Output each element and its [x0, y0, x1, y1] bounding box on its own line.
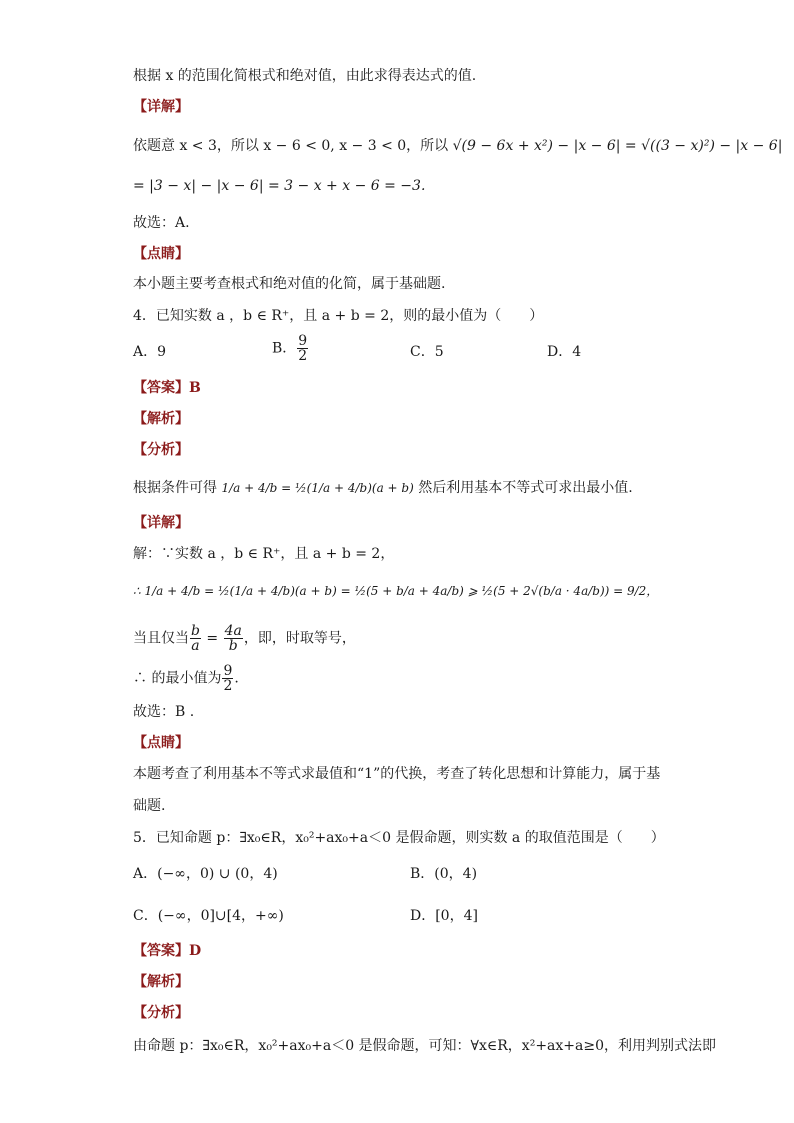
- text-line: 解：∵实数 a ，b ∈ R⁺，且 a + b = 2，: [133, 546, 395, 562]
- section-heading-detail: 【详解】: [133, 99, 189, 115]
- text-segment: ∴ 的最小值为: [133, 670, 222, 687]
- option-a: A．(−∞，0) ∪ (0，4): [133, 866, 278, 882]
- fraction: [222, 664, 233, 693]
- section-heading-comment: 【点睛】: [133, 735, 189, 751]
- fraction-numerator: b: [191, 623, 200, 639]
- text-line: 根据 x 的范围化简根式和绝对值，由此求得表达式的值.: [133, 68, 477, 84]
- option-b-prefix: B．: [272, 340, 297, 357]
- fraction-numerator: 9: [223, 663, 233, 679]
- section-heading-analysis: 【解析】: [133, 411, 189, 427]
- text-line: [133, 136, 782, 156]
- option-b: [272, 334, 309, 363]
- text-segment: 当且仅当: [133, 630, 189, 647]
- answer-choice-line: 故选：A.: [133, 215, 190, 231]
- option-c: C．(−∞，0]∪[4，+∞): [133, 908, 284, 924]
- section-heading-fen: 【分析】: [133, 1005, 189, 1021]
- option-d: D．[0，4]: [410, 908, 478, 924]
- fraction-numerator: 9: [298, 333, 308, 349]
- section-heading-detail: 【详解】: [133, 515, 189, 531]
- fraction: [224, 624, 243, 653]
- fraction: [190, 624, 201, 653]
- fraction-numerator: 4a: [224, 623, 242, 639]
- text-line: ∴ 的最小值为 $\frac{9}{2}$ .: [133, 663, 239, 694]
- section-heading-analysis: 【解析】: [133, 974, 189, 990]
- math-expression: √(9 − 6x + x²) − |x − 6| = √((3 − x)²) − |x − 6|: [452, 138, 783, 154]
- option-b: B．(0，4): [410, 866, 478, 882]
- question-5: 5．已知命题 p：∃x₀∈R，x₀²+ax₀+a＜0 是假命题，则实数 a 的取值范围是（ ）: [133, 830, 665, 846]
- text-segment: 然后利用基本不等式可求出最小值.: [418, 480, 633, 496]
- fraction-denominator: 2: [298, 348, 308, 364]
- text-line: 础题.: [133, 798, 166, 814]
- fraction: [297, 334, 308, 363]
- section-heading-comment: 【点睛】: [133, 246, 189, 262]
- text-line: 由命题 p：∃x₀∈R，x₀²+ax₀+a＜0 是假命题，可知：∀x∈R，x²+ax+a≥0，利用判别式法即: [133, 1038, 717, 1054]
- text-line: 本题考查了利用基本不等式求最值和“1”的代换，考查了转化思想和计算能力，属于基: [133, 766, 661, 782]
- fraction-denominator: b: [228, 638, 238, 654]
- fraction-denominator: a: [191, 638, 200, 654]
- option-a: A．9: [133, 344, 167, 360]
- option-c: C．5: [410, 344, 444, 360]
- answer-label: 【答案】D: [133, 943, 202, 959]
- text-line: [133, 478, 633, 498]
- option-d: D．4: [547, 344, 582, 360]
- answer-label: 【答案】B: [133, 380, 201, 396]
- question-4: 4．已知实数 a ，b ∈ R⁺，且 a + b = 2，则的最小值为（ ）: [133, 308, 544, 324]
- math-expression: ∴ 1/a + 4/b = ½(1/a + 4/b)(a + b) = ½(5 + b/a + 4a/b) ⩾ ½(5 + 2√(b/a · 4a/b)) = 9/2，: [133, 584, 659, 598]
- answer-choice-line: 故选：B .: [133, 704, 195, 720]
- section-heading-fen: 【分析】: [133, 442, 189, 458]
- math-inline: 依题意 x < 3，所以 x − 6 < 0, x − 3 < 0，所以: [133, 138, 449, 154]
- text-segment: ，即，时取等号，: [243, 630, 356, 647]
- math-expression: = |3 − x| − |x − 6| = 3 − x + x − 6 = −3.: [133, 178, 426, 194]
- fraction-denominator: 2: [223, 678, 233, 694]
- math-expression: 1/a + 4/b = ½(1/a + 4/b)(a + b): [221, 481, 414, 495]
- text-line: 当且仅当 $\frac{b}{a}$ = $\frac{4a}{b}$ ，即，时取等号，: [133, 623, 356, 654]
- text-segment: 根据条件可得: [133, 480, 217, 496]
- text-line: 本小题主要考查根式和绝对值的化简，属于基础题.: [133, 276, 446, 292]
